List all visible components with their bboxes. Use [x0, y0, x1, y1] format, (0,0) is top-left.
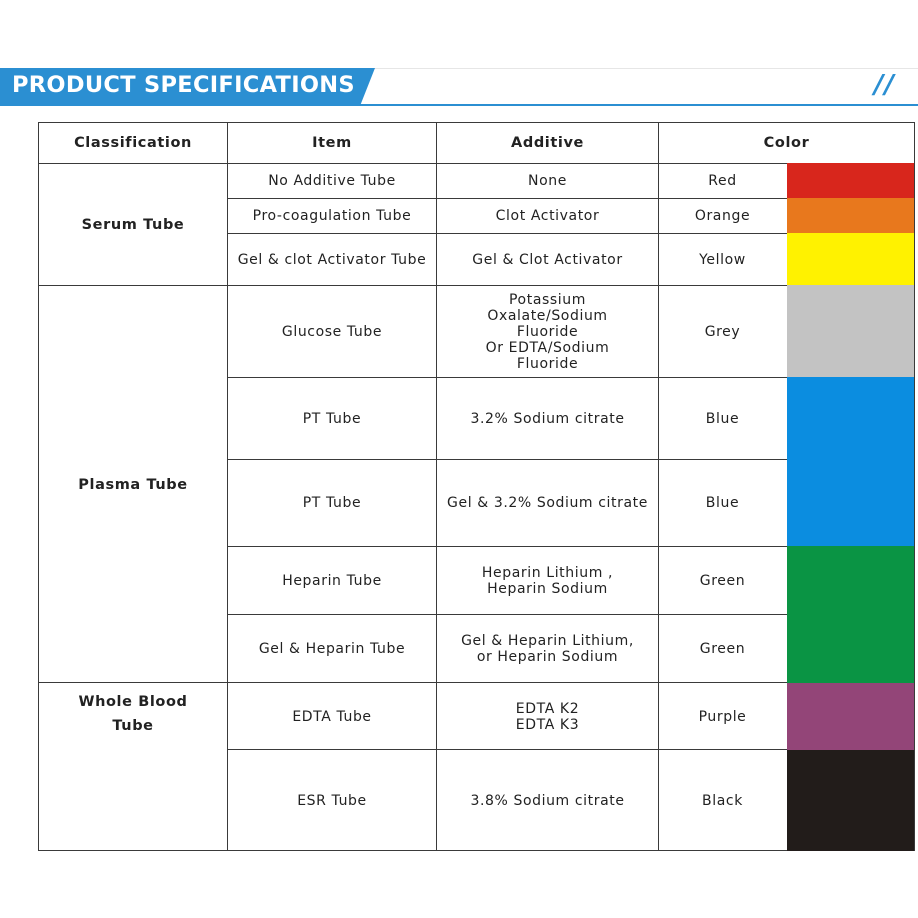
color-swatch	[787, 233, 914, 286]
row-color-name: Orange	[694, 208, 751, 224]
additive-line: or Heparin Sodium	[476, 648, 619, 665]
additive-line: Clot Activator	[495, 208, 600, 224]
row-color-name: Grey	[704, 323, 741, 340]
additive-line: 3.2% Sodium citrate	[470, 410, 625, 427]
row-item: No Additive Tube	[268, 173, 396, 189]
row-additive	[437, 547, 658, 614]
group-whole-blood-tube	[39, 684, 227, 744]
group-whole-blood-line2: Tube	[112, 718, 154, 734]
group-plasma-tube: Plasma Tube	[78, 476, 188, 493]
additive-line: None	[528, 173, 567, 189]
color-swatch	[787, 750, 914, 851]
row-color-name: Blue	[705, 495, 740, 511]
additive-line: 3.8% Sodium citrate	[470, 792, 625, 809]
row-additive	[437, 378, 658, 459]
additive-line: Or EDTA/Sodium	[485, 339, 610, 356]
color-swatch	[787, 163, 914, 199]
row-color-name: Black	[702, 792, 743, 809]
row-item: Glucose Tube	[281, 323, 383, 340]
row-item: PT Tube	[302, 410, 362, 427]
row-color-name: Yellow	[699, 251, 746, 268]
additive-line: Heparin Lithium ,	[481, 564, 614, 581]
row-item: Gel & clot Activator Tube	[237, 251, 427, 268]
row-color-name: Green	[699, 572, 746, 589]
row-item: PT Tube	[302, 495, 362, 511]
row-color-name: Red	[708, 173, 737, 189]
row-additive	[437, 751, 658, 850]
color-swatch	[787, 459, 914, 547]
additive-line: Fluoride	[516, 323, 579, 340]
additive-line: Potassium	[509, 291, 586, 308]
additive-line: Gel & 3.2% Sodium citrate	[447, 495, 648, 511]
row-color-name: Blue	[705, 410, 740, 427]
row-additive	[437, 286, 658, 377]
color-swatch	[787, 377, 914, 460]
row-item: Gel & Heparin Tube	[258, 640, 406, 657]
row-item: Heparin Tube	[282, 572, 382, 589]
color-swatch	[787, 683, 914, 751]
header-color: Color	[763, 135, 810, 151]
group-whole-blood-line1: Whole Blood	[78, 694, 188, 710]
additive-line: Gel & Clot Activator	[472, 251, 623, 268]
group-serum-tube: Serum Tube	[81, 216, 185, 233]
row-additive	[437, 460, 658, 546]
row-additive	[437, 199, 658, 233]
additive-line: Heparin Sodium	[487, 580, 608, 597]
additive-line: EDTA K2	[515, 701, 580, 717]
row-additive	[437, 615, 658, 682]
additive-line: EDTA K3	[515, 717, 580, 733]
row-item: ESR Tube	[297, 792, 367, 809]
row-additive	[437, 164, 658, 198]
page-title: PRODUCT SPECIFICATIONS	[12, 72, 355, 98]
row-color-name: Green	[699, 640, 746, 657]
row-item: EDTA Tube	[292, 709, 372, 725]
header-item: Item	[312, 135, 352, 151]
banner-underline	[360, 104, 918, 106]
additive-line: Oxalate/Sodium	[487, 307, 608, 324]
row-additive	[437, 684, 658, 750]
header-classification: Classification	[74, 135, 192, 151]
row-color-name: Purple	[698, 709, 747, 725]
color-swatch	[787, 546, 914, 615]
slash-decoration: //	[874, 70, 895, 100]
additive-line: Fluoride	[516, 355, 579, 372]
additive-line: Gel & Heparin Lithium,	[461, 632, 634, 649]
color-swatch	[787, 198, 914, 234]
color-swatch	[787, 285, 914, 378]
row-item: Pro-coagulation Tube	[252, 208, 412, 224]
header-additive: Additive	[511, 135, 584, 151]
color-swatch	[787, 614, 914, 683]
row-additive	[437, 234, 658, 285]
